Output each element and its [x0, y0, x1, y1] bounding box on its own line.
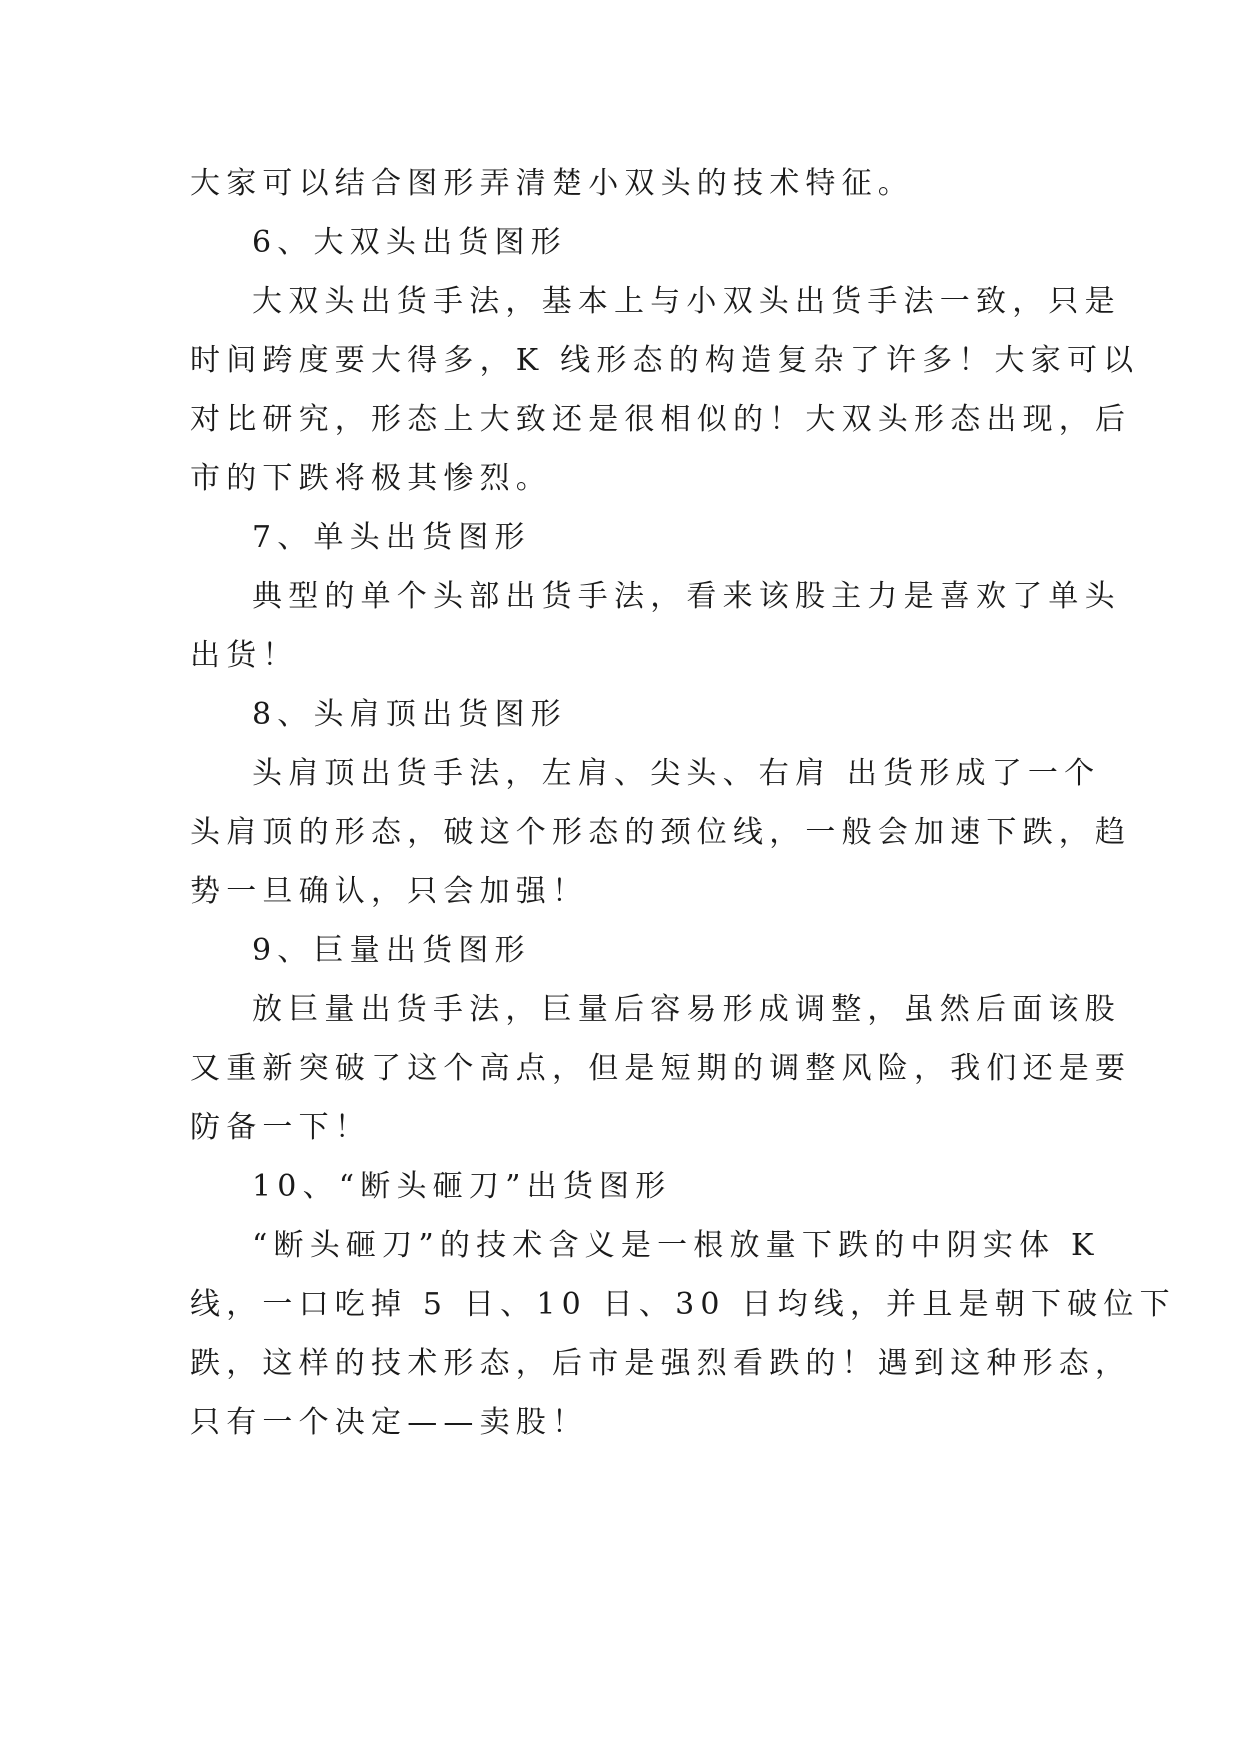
paragraph-line: 线，一口吃掉 5 日、10 日、30 日均线，并且是朝下破位下 [190, 1287, 1176, 1322]
section-heading: 7、单头出货图形 [252, 520, 531, 555]
paragraph-line: 只有一个决定——卖股！ [190, 1405, 589, 1440]
paragraph-line: 大家可以结合图形弄清楚小双头的技术特征。 [190, 166, 914, 201]
paragraph-line: “断头砸刀”的技术含义是一根放量下跌的中阴实体 K [252, 1228, 1100, 1263]
paragraph-line: 对比研究，形态上大致还是很相似的！大双头形态出现，后 [190, 402, 1132, 437]
paragraph-line: 防备一下！ [190, 1110, 371, 1145]
paragraph-line: 又重新突破了这个高点，但是短期的调整风险，我们还是要 [190, 1051, 1132, 1086]
section-heading: 9、巨量出货图形 [252, 933, 531, 968]
paragraph-line: 势一旦确认，只会加强！ [190, 874, 589, 909]
paragraph-line: 出货！ [190, 638, 299, 673]
paragraph-line: 头肩顶的形态，破这个形态的颈位线，一般会加速下跌，趋 [190, 815, 1132, 850]
paragraph-line: 大双头出货手法，基本上与小双头出货手法一致，只是 [252, 284, 1121, 319]
paragraph-line: 跌，这样的技术形态，后市是强烈看跌的！遇到这种形态， [190, 1346, 1132, 1381]
section-heading: 6、大双头出货图形 [252, 225, 567, 260]
paragraph-line: 头肩顶出货手法，左肩、尖头、右肩 出货形成了一个 [252, 756, 1101, 791]
section-heading: 8、头肩顶出货图形 [252, 697, 567, 732]
section-heading: 10、“断头砸刀”出货图形 [252, 1169, 672, 1204]
paragraph-line: 时间跨度要大得多，K 线形态的构造复杂了许多！大家可以 [190, 343, 1140, 378]
paragraph-line: 市的下跌将极其惨烈。 [190, 461, 552, 496]
paragraph-line: 典型的单个头部出货手法，看来该股主力是喜欢了单头 [252, 579, 1121, 614]
paragraph-line: 放巨量出货手法，巨量后容易形成调整，虽然后面该股 [252, 992, 1121, 1027]
